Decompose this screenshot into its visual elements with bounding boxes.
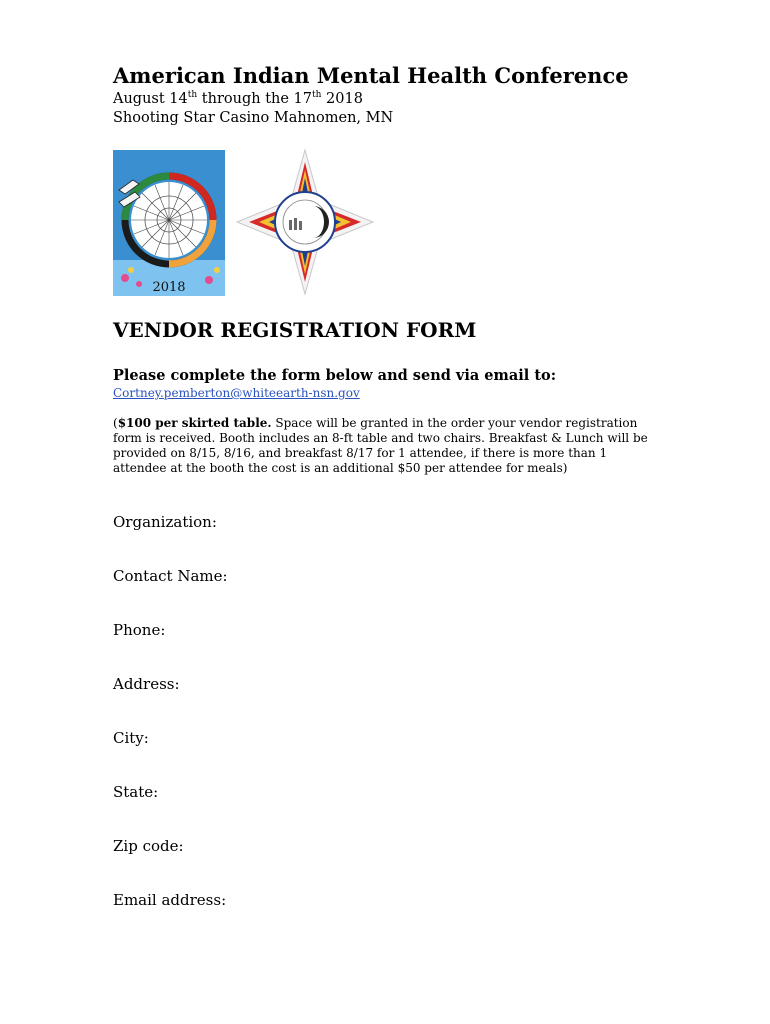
conference-dates: August 14th through the 17th 2018 [113, 90, 363, 107]
phone-label: Phone: [113, 621, 166, 639]
city-label: City: [113, 729, 149, 747]
table-price: $100 per skirted table. [117, 416, 272, 430]
zip-code-label: Zip code: [113, 837, 184, 855]
pricing-note: ($100 per skirted table. Space will be granted in the order your vendor registration form is received. Booth includes an 8-ft table and two chairs. Breakfast & Lunch will be provided on 8/15, 8/16, and breakfast 8/17 for 1 attendee, if there is more than 1 attendee at the booth the cost is an additional $50 per attendee for meals) [113, 416, 648, 475]
mn-american-indian-mental-health-conference-logo [113, 150, 225, 296]
organization-label: Organization: [113, 513, 217, 531]
form-instruction: Please complete the form below and send via email to: [113, 367, 557, 384]
form-title: VENDOR REGISTRATION FORM [113, 318, 477, 342]
contact-name-label: Contact Name: [113, 567, 228, 585]
conference-title: American Indian Mental Health Conference [113, 63, 629, 88]
address-label: Address: [113, 675, 180, 693]
contact-email-link[interactable]: Cortney.pemberton@whiteearth-nsn.gov [113, 386, 360, 400]
state-label: State: [113, 783, 159, 801]
star-seal-logo [233, 148, 378, 296]
logos [113, 148, 383, 298]
conference-location: Shooting Star Casino Mahnomen, MN [113, 110, 394, 126]
svg-text:2018: 2018 [152, 280, 186, 295]
header [113, 62, 673, 128]
email-address-label: Email address: [113, 891, 227, 909]
